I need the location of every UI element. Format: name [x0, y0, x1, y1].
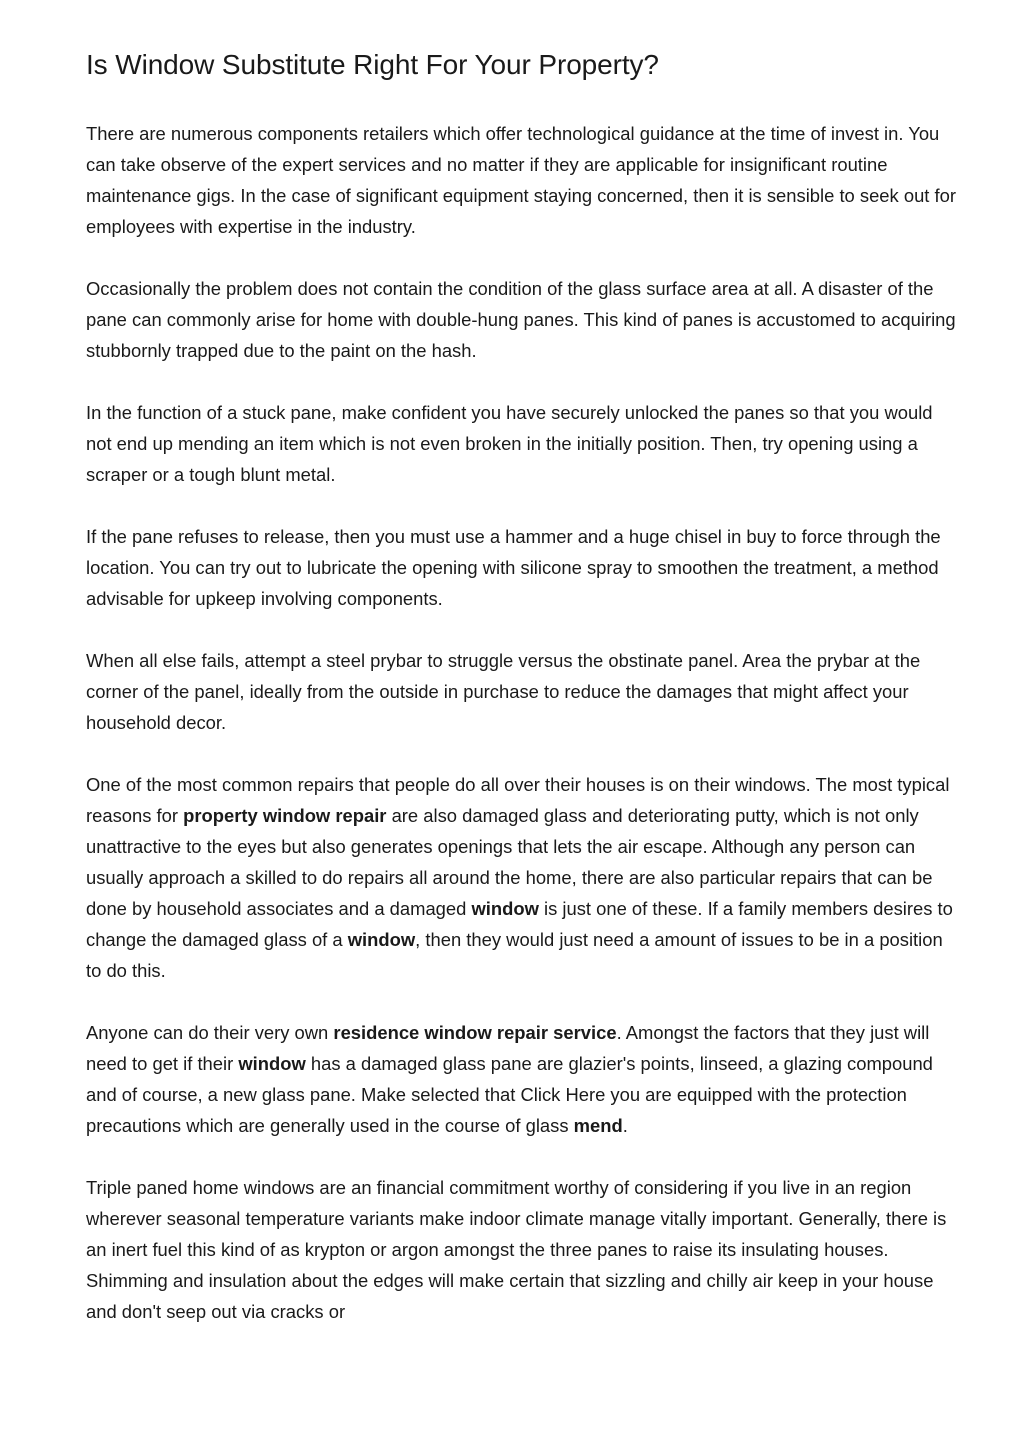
text-run: When all else fails, attempt a steel prybar to struggle versus the obstinate panel. Area the prybar at the corner of the panel, ideally from the outside in purchase to reduce the damages that might affect your household decor.: [86, 650, 921, 733]
paragraph: [86, 521, 958, 614]
text-run: Anyone can do their very own: [86, 1022, 334, 1043]
text-run: One of the most common repairs that people do all over their houses is on their windows. The most typical reasons for: [86, 774, 950, 826]
bold-keyword: residence window repair service: [333, 1022, 617, 1043]
document-title: Is Window Substitute Right For Your Property?: [86, 49, 659, 80]
text-run: Occasionally the problem does not contain the condition of the glass surface area at all. A disaster of the pane can commonly arise for home with double-hung panes. This kind of panes is accustomed to acquiring stubbornly trapped due to the paint on the hash.: [86, 278, 956, 361]
paragraph: [86, 397, 958, 490]
bold-keyword: property window repair: [183, 805, 387, 826]
paragraph: [86, 1172, 958, 1327]
text-run: , then they would just need a amount of issues to be in a position to do this.: [86, 929, 943, 981]
text-run: . Amongst the factors that they just will need to get if their: [86, 1022, 930, 1074]
document-body: [86, 118, 958, 1327]
text-run: There are numerous components retailers which offer technological guidance at the time of invest in. You can take observe of the expert services and no matter if they are applicable for insignificant routine maintenance gigs. In the case of significant equipment staying concerned, then it is sensible to seek out for employees with expertise in the industry.: [86, 123, 956, 237]
paragraph: [86, 118, 958, 242]
text-run: are also damaged glass and deteriorating putty, which is not only unattractive to the eyes but also generates openings that lets the air escape. Although any person can usually approach a skilled to do repairs all around the home, there are also particular repairs that can be done by household associates and a damaged: [86, 805, 933, 919]
text-run: Triple paned home windows are an financial commitment worthy of considering if you live in an region wherever seasonal temperature variants make indoor climate manage vitally important. Generally, there is an inert fuel this kind of as krypton or argon amongst the three panes to raise its insulating houses. Shimming and insulation about the edges will make certain that sizzling and chilly air keep in your house and don't seep out via cracks or: [86, 1177, 947, 1322]
text-run: .: [622, 1115, 628, 1136]
paragraph: [86, 1017, 958, 1141]
paragraph: [86, 769, 958, 986]
text-run: If the pane refuses to release, then you must use a hammer and a huge chisel in buy to force through the location. You can try out to lubricate the opening with silicone spray to smoothen the treatment, a method advisable for upkeep involving components.: [86, 526, 941, 609]
bold-keyword: window: [238, 1053, 306, 1074]
bold-keyword: window: [347, 929, 416, 950]
paragraph: [86, 273, 958, 366]
document-page: [86, 0, 958, 1358]
bold-keyword: mend: [573, 1115, 623, 1136]
text-run: In the function of a stuck pane, make confident you have securely unlocked the panes so that you would not end up mending an item which is not even broken in the initially position. Then, try opening using a scraper or a tough blunt metal.: [86, 402, 933, 485]
text-run: is just one of these. If a family members desires to change the damaged glass of a: [86, 898, 953, 950]
bold-keyword: window: [471, 898, 539, 919]
text-run: has a damaged glass pane are glazier's points, linseed, a glazing compound and of course, a new glass pane. Make selected that Click Here you are equipped with the protection precautions which are generally used in the course of glass: [86, 1053, 933, 1136]
paragraph: [86, 645, 958, 738]
